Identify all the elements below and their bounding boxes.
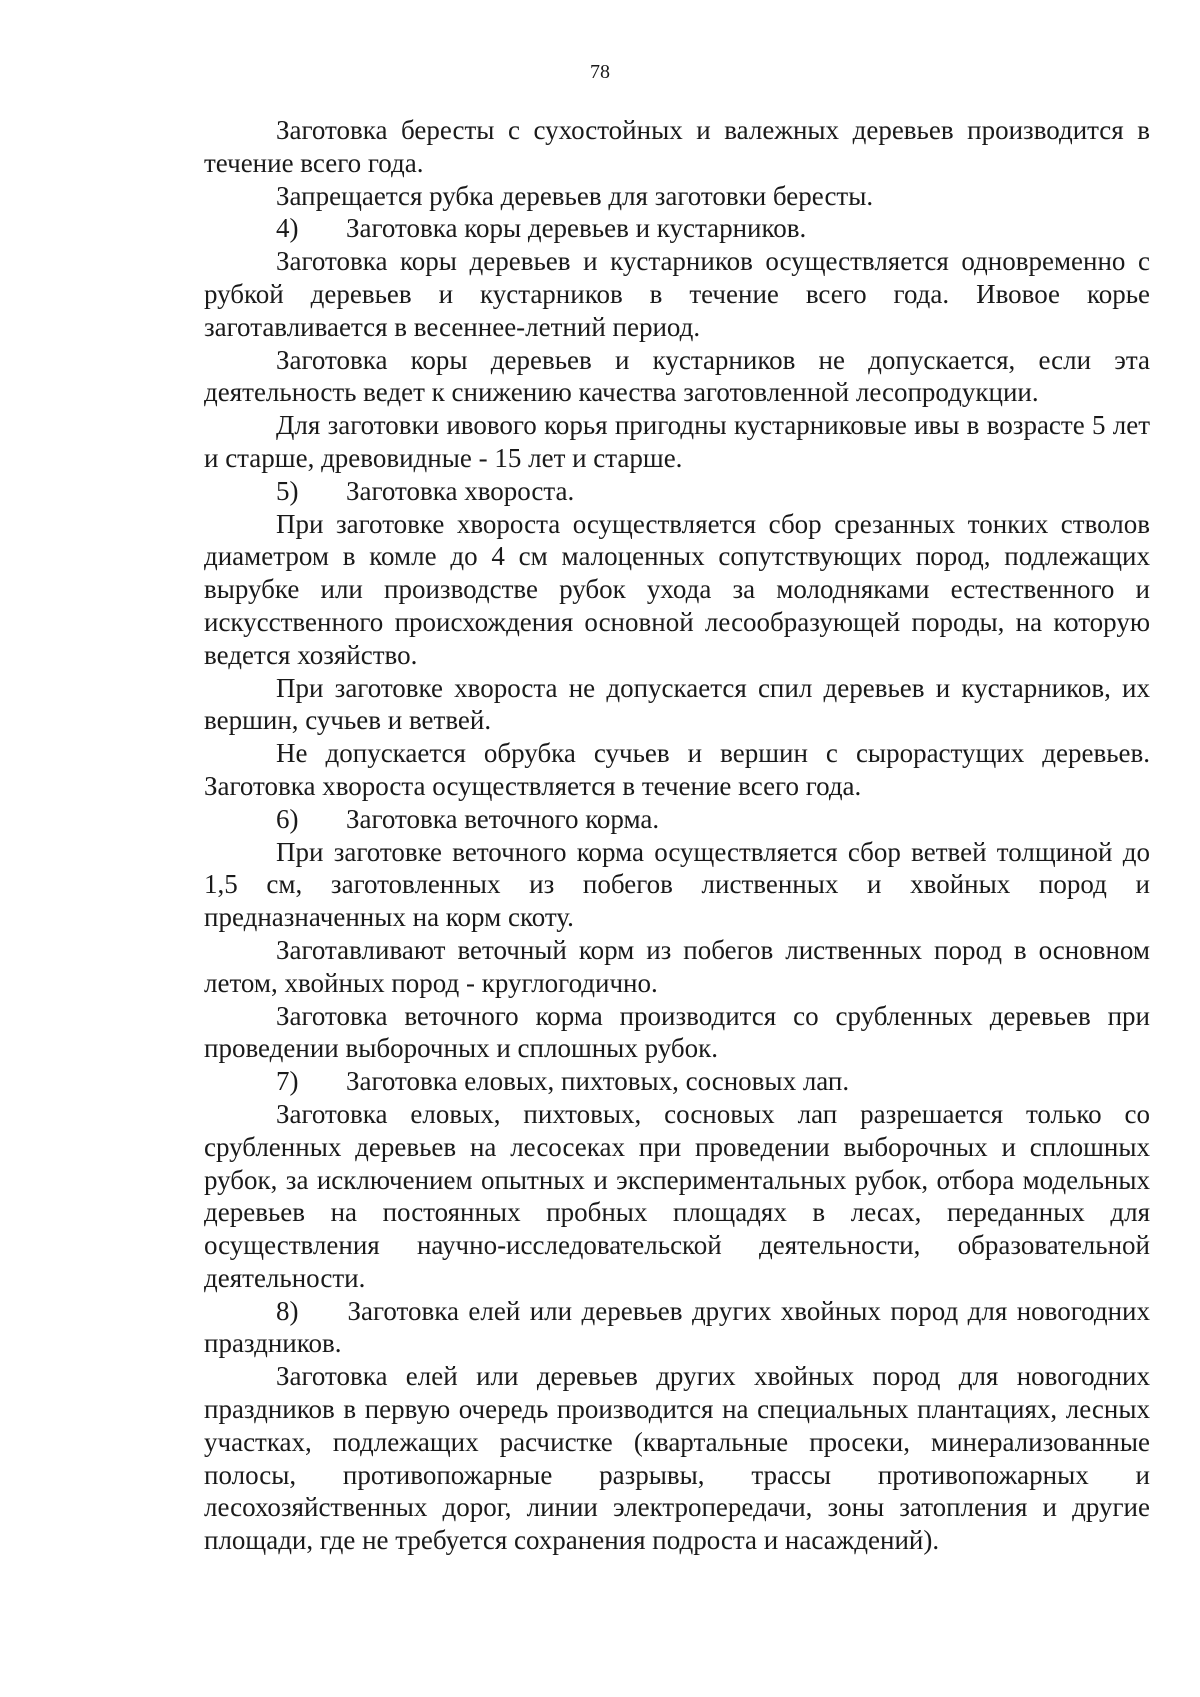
page-number: 78 bbox=[590, 61, 610, 83]
paragraph: Для заготовки ивового корья пригодны кустарниковые ивы в возрасте 5 лет и старше, древовидные - 15 лет и старше. bbox=[204, 410, 1150, 473]
list-heading bbox=[204, 1065, 1150, 1098]
list-heading-text: Заготовка коры деревьев и кустарников. bbox=[346, 213, 807, 244]
list-heading bbox=[204, 803, 1150, 836]
paragraph: Заготовка бересты с сухостойных и валежных деревьев производится в течение всего года. bbox=[204, 115, 1150, 178]
list-heading-text: Заготовка хвороста. bbox=[346, 475, 575, 506]
list-number: 8) bbox=[276, 1295, 299, 1326]
list-heading-text: Заготовка еловых, пихтовых, сосновых лап. bbox=[346, 1066, 850, 1097]
list-number: 6) bbox=[276, 803, 299, 834]
list-heading-text: Заготовка елей или деревьев других хвойных пород для новогодних праздников. bbox=[204, 1295, 1150, 1359]
list-number: 7) bbox=[276, 1066, 299, 1097]
paragraph: Заготовка коры деревьев и кустарников осуществляется одновременно с рубкой деревьев и кустарников в течение всего года. Ивовое корье заготавливается в весеннее-летний период. bbox=[204, 246, 1150, 342]
paragraph: При заготовке веточного корма осуществляется сбор ветвей толщиной до 1,5 см, заготовленных из побегов лиственных и хвойных пород и предназначенных на корм скоту. bbox=[204, 836, 1150, 933]
paragraph: Заготавливают веточный корм из побегов лиственных пород в основном летом, хвойных пород - круглогодично. bbox=[204, 934, 1150, 998]
paragraph: При заготовке хвороста осуществляется сбор срезанных тонких стволов диаметром в комле до 4 см малоценных сопутствующих пород, подлежащих вырубке или производстве рубок ухода за молодняками естественного и искусственного происхождения основной лесообразующей породы, на которую ведется хозяйство. bbox=[204, 508, 1150, 670]
list-heading bbox=[204, 212, 1150, 245]
list-number: 5) bbox=[276, 475, 299, 506]
paragraph: Не допускается обрубка сучьев и вершин с сырорастущих деревьев. Заготовка хвороста осуществляется в течение всего года. bbox=[204, 738, 1150, 801]
paragraph: Заготовка веточного корма производится со срубленных деревьев при проведении выборочных и сплошных рубок. bbox=[204, 1000, 1150, 1064]
paragraph: Заготовка елей или деревьев других хвойных пород для новогодних праздников в первую очередь производится на специальных плантациях, лесных участках, подлежащих расчистке (квартальные просеки, минерализованные полосы, противопожарные разрывы, трассы противопожарных и лесохозяйственных дорог, линии электропередачи, зоны затопления и другие площади, где не требуется сохранения подроста и насаждений). bbox=[204, 1361, 1150, 1556]
list-heading bbox=[204, 1295, 1150, 1361]
paragraph: Заготовка еловых, пихтовых, сосновых лап разрешается только со срубленных деревьев на лесосеках при проведении выборочных и сплошных рубок, за исключением опытных и экспериментальных рубок, отбора модельных деревьев на постоянных пробных площадях в лесах, переданных для осуществления научно-исследовательской деятельности, образовательной деятельности. bbox=[204, 1098, 1150, 1293]
paragraph: Запрещается рубка деревьев для заготовки бересты. bbox=[276, 180, 874, 211]
paragraph: При заготовке хвороста не допускается спил деревьев и кустарников, их вершин, сучьев и ветвей. bbox=[204, 672, 1150, 736]
list-heading bbox=[204, 475, 1150, 508]
list-number: 4) bbox=[276, 213, 299, 244]
paragraph: Заготовка коры деревьев и кустарников не допускается, если эта деятельность ведет к снижению качества заготовленной лесопродукции. bbox=[204, 344, 1150, 408]
list-heading-text: Заготовка веточного корма. bbox=[346, 803, 660, 834]
document-body bbox=[204, 114, 1150, 1557]
